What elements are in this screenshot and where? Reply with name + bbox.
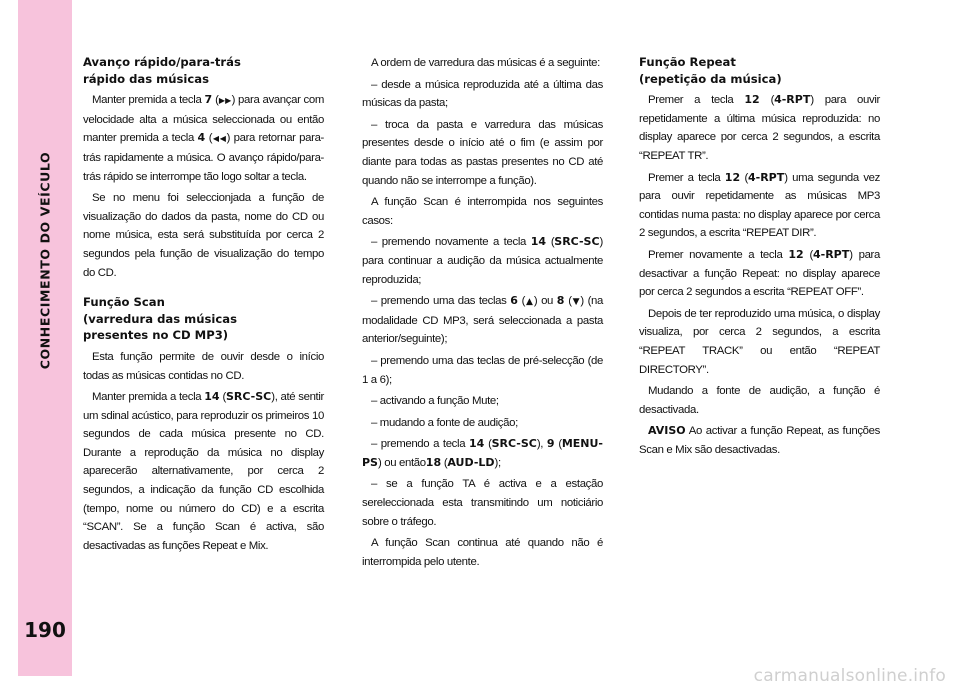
text: ) para ouvir repetidamente a última música reproduzida: no display aparece por cerca 2 segundos, a escrita “REPEAT TR”. [639, 94, 880, 162]
key-label: 14 [530, 235, 547, 249]
text: ( [759, 94, 775, 107]
text: ( [205, 132, 213, 145]
text: ( [219, 391, 226, 404]
arrow-down-icon: ▼ [571, 297, 581, 308]
paragraph: A ordem de varredura das músicas é a seguinte: [371, 57, 600, 69]
list-item [362, 292, 603, 349]
paragraph: Mudando a fonte de audição, a função é desactivada. [639, 385, 880, 416]
rewind-icon: ◀◀ [212, 134, 227, 144]
text-column-1 [83, 54, 324, 558]
key-label: 6 [510, 294, 518, 308]
paragraph [639, 169, 880, 243]
key-label: 12 [744, 93, 760, 107]
text-column-3 [639, 54, 880, 462]
arrow-up-icon: ▲ [525, 297, 534, 308]
sidebar [18, 0, 72, 676]
key-label: SRC-SC [491, 437, 537, 451]
text: ), até sentir um sdinal acústico, para reproduzir os primeiros 10 segundos de cada música presente no CD. Durante a reprodução da música no display aparecerão alternativamente, por cerca 2 segundos, a indicação da função CD escolhida (tempo, nome ou número do CD) e a escrita “SCAN”. Se a função Scan é activa, são desactivadas as funções Repeat e Mix. [83, 391, 324, 552]
list-item: – mudando a fonte de audição; [371, 416, 518, 429]
text: ( [441, 456, 448, 469]
text-column-2 [362, 54, 603, 574]
text: Premer a tecla [648, 171, 725, 184]
key-label: 14 [469, 437, 485, 451]
text: ) para desactivar a função Repeat: no display aparece por cerca 2 segundos a escrita “REPEAT OFF”. [639, 248, 880, 299]
list-item: – troca da pasta e varredura das músicas presentes desde o início até o fim (e assim por diante para todas as pastas presentes no CD até quando não se interrompe a função). [362, 118, 603, 187]
key-label: 4-RPT [812, 247, 850, 261]
text: Premer novamente a tecla [648, 248, 789, 261]
section-title-container [18, 50, 72, 470]
list-item [362, 435, 603, 472]
paragraph: Esta função permite de ouvir desde o início todas as músicas contidas no CD. [83, 350, 324, 382]
section-title: CONHECIMENTO DO VEÍCULO [37, 151, 53, 369]
warning-note [639, 422, 880, 459]
text: ) para continuar a audição da música actualmente reproduzida; [362, 236, 603, 286]
key-label: 14 [204, 390, 220, 404]
text: ) ou [533, 295, 557, 308]
text: ( [803, 248, 813, 261]
key-label: 4 [197, 131, 206, 145]
key-label: SRC-SC [554, 235, 600, 249]
list-item [362, 233, 603, 289]
text: – premendo novamente a tecla [371, 236, 531, 249]
list-item: – activando a função Mute; [371, 395, 499, 408]
heading-repeat: Função Repeat (repetição da música) [639, 55, 782, 86]
heading-scan: Função Scan (varredura das músicas presentes no CD MP3) [83, 295, 237, 343]
key-label: SRC-SC [225, 390, 272, 404]
key-label: 4-RPT [747, 170, 785, 184]
text: ) para retornar para-trás rapidamente a música. O avanço rápido/para-trás rápido se interrompe tão logo soltar a tecla. [83, 132, 325, 183]
paragraph [639, 246, 880, 302]
text: ) para avançar com velocidade alta a música seleccionada ou então manter premida a tecla [83, 94, 325, 145]
text: ); [494, 456, 501, 469]
text: ), [536, 438, 547, 451]
key-label: MENU-PS [362, 437, 603, 469]
text: ) (na modalidade CD MP3, será seleccionada a pasta anterior/seguinte); [362, 295, 604, 346]
text: Manter premida a tecla [92, 94, 205, 107]
key-label: 12 [724, 170, 741, 184]
text: Manter premida a tecla [92, 391, 205, 404]
text: Ao activar a função Repeat, as funções Scan e Mix são desactivadas. [639, 425, 880, 456]
page-number: 190 [24, 618, 66, 642]
text: – premendo uma das teclas [371, 295, 511, 308]
text: ( [740, 171, 748, 184]
key-label: 8 [556, 294, 565, 308]
text: ( [546, 236, 555, 249]
heading-fast-forward: Avanço rápido/para-trás rápido das músicas [83, 55, 241, 86]
fast-forward-icon: ▶▶ [218, 96, 232, 106]
warning-label: AVISO [648, 424, 686, 438]
text: Premer a tecla [648, 94, 745, 107]
paragraph: A função Scan é interrompida nos seguintes casos: [362, 196, 603, 227]
paragraph: Depois de ter reproduzido uma música, o display visualiza, por cerca 2 segundos, a escrita “REPEAT TRACK” ou então “REPEAT DIRECTORY”. [639, 307, 880, 376]
list-item: – se a função TA é activa e a estação sereleccionada esta transmitindo um noticiário sobre o tráfego. [362, 478, 603, 528]
text: ( [484, 438, 492, 451]
key-label: 4-RPT [774, 93, 811, 107]
paragraph: Se no menu foi seleccionjada a função de visualização do dados da pasta, nome do CD ou nome música, esta será substituída por cerca 2 segundos pela função de visualização do tempo do CD. [83, 192, 324, 279]
text: ( [554, 438, 562, 451]
list-item: – premendo uma das teclas de pré-selecção (de 1 a 6); [362, 354, 603, 386]
paragraph: A função Scan continua até quando não é interrompida pelo utente. [362, 537, 603, 568]
key-label: 9 [546, 437, 555, 451]
paragraph [83, 388, 324, 555]
paragraph [83, 91, 324, 186]
paragraph [639, 91, 880, 165]
text: ) ou então [377, 456, 426, 469]
watermark: carmanualsonline.info [753, 666, 946, 686]
text: ( [517, 295, 526, 308]
key-label: 7 [204, 93, 213, 107]
text: – premendo a tecla [371, 438, 469, 451]
text: ) uma segunda vez para ouvir repetidamente as músicas MP3 contidas numa pasta: no display aparece por cerca 2 segundos, a escrita “REPEAT DIR”. [639, 171, 880, 240]
text: ( [212, 94, 219, 107]
key-label: AUD-LD [447, 455, 495, 469]
key-label: 12 [788, 247, 804, 261]
text: ( [564, 295, 572, 308]
list-item: – desde a música reproduzida até a última das músicas da pasta; [362, 78, 603, 110]
key-label: 18 [425, 455, 442, 469]
